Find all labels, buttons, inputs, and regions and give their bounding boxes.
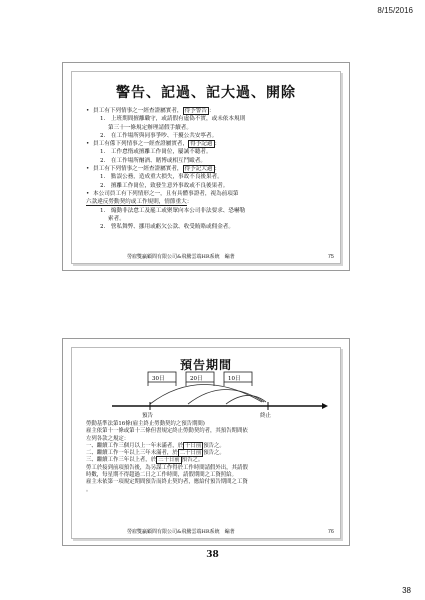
list-item	[86, 457, 334, 464]
boxed-term: 得予警告	[184, 108, 207, 114]
boxed-term: 得予記大過	[184, 166, 213, 173]
segment-30-label: 30日	[152, 376, 165, 382]
slide-number: 76	[327, 529, 334, 535]
law-heading: 勞動基準法第16條(雇主終止勞動契約之預告期間)	[86, 421, 205, 427]
bullet-text: 員工有下列情事之一經查證屬實者，	[93, 108, 183, 114]
slide-title: 警告、記過、記大過、開除	[116, 85, 296, 101]
list-suffix: 預告之。	[181, 457, 204, 464]
list-item: 1. 工作怠惰或擅離工作崗位，屢誡不聽者。	[100, 149, 212, 156]
slide-footer: 勞雇雙贏顧問有限公司&飛騰雲端HR系統 編著	[127, 529, 235, 535]
paragraph-cont: 。	[86, 486, 92, 493]
underlined-term: 六款違反勞動契約或工作規則，情節重大	[86, 199, 187, 206]
segment-10-label: 10日	[228, 376, 241, 382]
notice-period-diagram	[72, 348, 340, 420]
slide-body	[86, 107, 332, 231]
slide-frame	[71, 71, 341, 264]
arc-30	[150, 384, 262, 404]
paragraph: 雇主未依第一項規定期間預告而終止契約者，應給付預告期間之工資	[86, 479, 248, 486]
list-item-cont: 索者。	[108, 215, 125, 222]
boxed-term: 三十日前	[158, 457, 180, 464]
boxed-term: 得予記過	[190, 141, 213, 148]
list-item-cont: 第三十一條規定辦理請假手續者。	[108, 124, 192, 131]
slide-75	[62, 62, 350, 271]
bullet-demerit	[86, 140, 332, 148]
boxed-term: 十日前	[185, 442, 202, 449]
list-item: 1. 煽動非法怠工及罷工或聚眾向本公司非法要求、恐嚇勒	[100, 207, 246, 214]
bullet-suffix: ：	[208, 108, 215, 114]
bullet-suffix: ：	[186, 199, 193, 206]
list-suffix: 預告之。	[203, 442, 225, 449]
bullet-text: 員工有下列情事之一經查證屬實者，	[93, 166, 183, 173]
list-item: 2. 營私舞弊、挪用或虧欠公款、收受賄賂或佣金者。	[100, 224, 234, 231]
page-number-center: 38	[206, 550, 219, 560]
list-suffix: 預告之。	[203, 450, 225, 457]
list-item: 2. 擅離工作崗位，致發生意外事故或不良後果者。	[100, 182, 229, 189]
list-text: 一、繼續工作三個月以上一年未滿者，於	[86, 442, 184, 449]
paragraph: 勞工於接到前項預告後，為另謀工作得於工作時間請假外出，其請假	[86, 464, 248, 471]
slide-76	[62, 338, 350, 546]
notice-label: 預告	[142, 413, 154, 419]
bullet-dismissal: • 本公司員工有下列情形之一，且有具體事證者，視為前項第	[86, 190, 332, 198]
paragraph-cont: 左列各款之規定：	[86, 435, 130, 442]
slide-number: 75	[327, 254, 334, 260]
bullet-cont	[86, 198, 332, 206]
page-number-corner: 38	[402, 586, 411, 595]
arrow-head-icon	[322, 403, 328, 409]
termination-label: 終止	[260, 413, 272, 419]
bullet-suffix: ：	[214, 166, 221, 173]
list-item: 1. 點誤公務，造成重大損失，事故不良後果者。	[100, 174, 223, 181]
bullet-warning	[86, 107, 332, 115]
slide-title: 預告期間	[179, 358, 232, 372]
paragraph-cont: 時數，每星期不得超過二日之工作時間，請假期間之工資照給。	[86, 472, 237, 479]
bullet-major-demerit	[86, 165, 332, 173]
list-item: 1. 上班期間擅離職守，或請假有虛偽不實，或未依本規則	[100, 116, 246, 123]
bullet-suffix: ：	[214, 141, 221, 148]
boxed-term: 二十日前	[179, 450, 202, 457]
list-text: 三、繼續工作三年以上者，於	[86, 457, 157, 464]
list-item: 2. 在工作場所酗酒、賭博或相互鬥毆者。	[100, 157, 207, 164]
list-text: 二、繼續工作一年以上三年未滿者，於	[86, 450, 178, 457]
slide-frame	[71, 347, 341, 539]
print-date: 8/15/2016	[377, 6, 413, 15]
bullet-text: 員工有係下列情事之一經查證屬實者，	[93, 141, 189, 148]
segment-20-label: 20日	[190, 376, 203, 382]
list-item: 2. 在工作場所與同事爭吵、干擾公共安寧者。	[100, 132, 218, 139]
slide-footer: 勞雇雙贏顧問有限公司&飛騰雲端HR系統 編著	[127, 254, 235, 260]
paragraph: 雇主依第十一條或第十三條但書規定終止勞動契約者，其預告期間依	[86, 428, 248, 435]
slide-body	[86, 421, 334, 494]
